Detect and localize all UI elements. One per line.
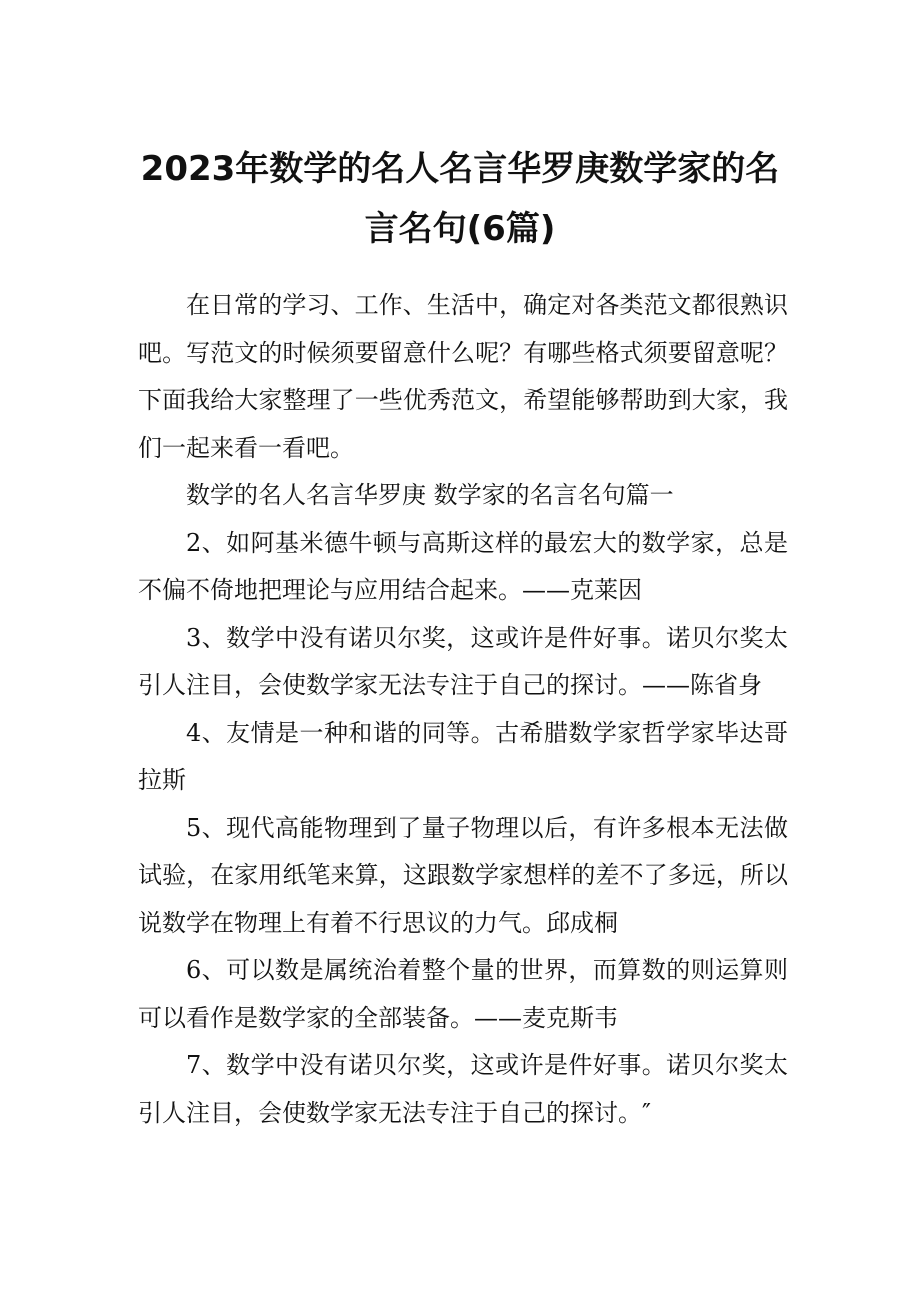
quote-paragraph-3: 3、数学中没有诺贝尔奖，这或许是件好事。诺贝尔奖太引人注目，会使数学家无法专注于自己的探讨。——陈省身	[138, 623, 788, 699]
intro-paragraph: 在日常的学习、工作、生活中，确定对各类范文都很熟识吧。写范文的时候须要留意什么呢？有哪些格式须要留意呢？下面我给大家整理了一些优秀范文，希望能够帮助到大家，我们一起来看一看吧。	[138, 291, 788, 462]
section-heading: 数学的名人名言华罗庚 数学家的名言名句篇一	[186, 481, 674, 509]
document-body	[138, 282, 788, 1137]
quote-paragraph-6: 6、可以数是属统治着整个量的世界，而算数的则运算则可以看作是数学家的全部装备。——麦克斯韦	[138, 956, 788, 1032]
quote-paragraph-7: 7、数学中没有诺贝尔奖，这或许是件好事。诺贝尔奖太引人注目，会使数学家无法专注于自己的探讨。″	[138, 1051, 788, 1127]
quote-paragraph-2: 2、如阿基米德牛顿与高斯这样的最宏大的数学家，总是不偏不倚地把理论与应用结合起来。——克莱因	[138, 528, 788, 604]
document-title-line-1: 2023年数学的名人名言华罗庚数学家的名	[140, 149, 780, 189]
quote-paragraph-4: 4、友情是一种和谐的同等。古希腊数学家哲学家毕达哥拉斯	[138, 718, 788, 794]
document-title-line-2: 言名句(6篇)	[364, 209, 556, 249]
quote-paragraph-5: 5、现代高能物理到了量子物理以后，有许多根本无法做试验，在家用纸笔来算，这跟数学家想样的差不了多远，所以说数学在物理上有着不行思议的力气。邱成桐	[138, 813, 788, 937]
